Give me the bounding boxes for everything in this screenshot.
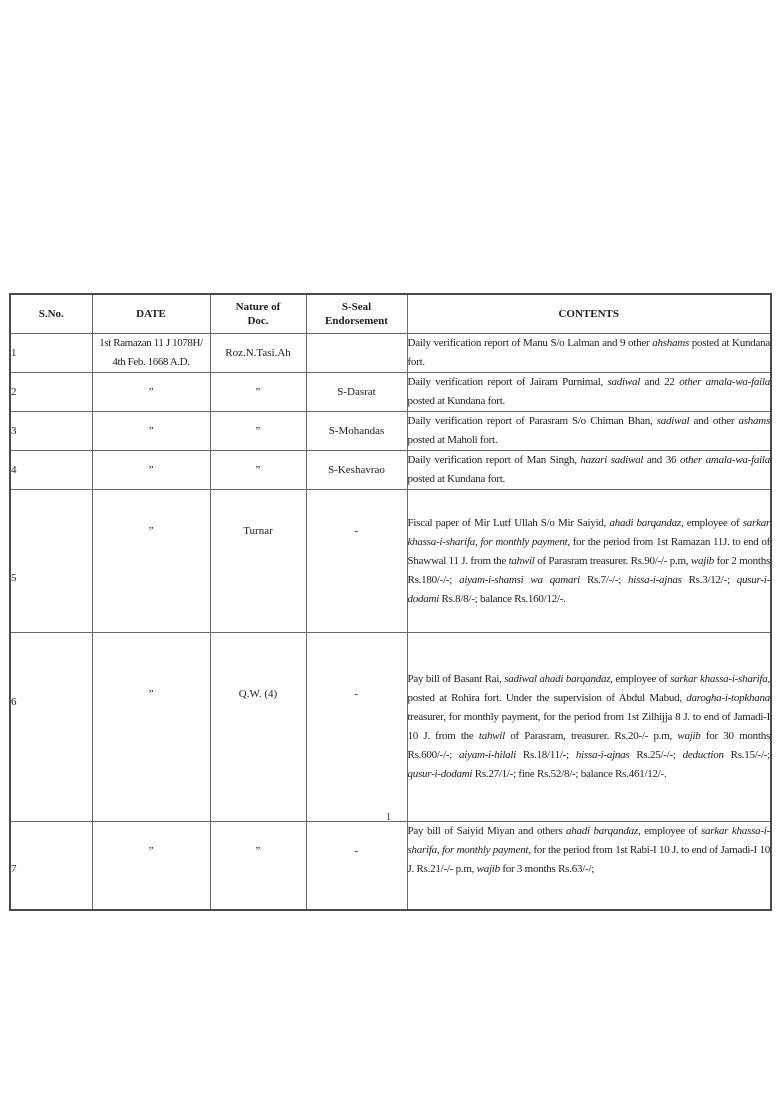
italic-term: ashams <box>738 415 771 427</box>
cell-sno: 3 <box>10 412 92 451</box>
header-seal-line1: S-Seal <box>341 301 372 313</box>
italic-term: qusur-i-dodami <box>407 573 770 605</box>
text-segment: for 3 months Rs.63/-/; <box>499 863 595 875</box>
cell-contents <box>407 451 771 490</box>
cell-date <box>92 633 210 822</box>
text-segment: Daily verification report of Man Singh, <box>407 454 581 466</box>
date-line1: ” <box>148 688 154 700</box>
text-segment: , for the period from 1st Ramazan 11J. to end of Shawwal 11 J. from the <box>407 535 771 567</box>
text-segment: of Parasram, treasurer. Rs.20-/- p.m, <box>504 730 678 742</box>
cell-seal <box>306 334 407 373</box>
text-segment: Rs.7/-/-; <box>579 573 629 586</box>
italic-term: ahshams <box>652 337 689 349</box>
italic-term: ahadi barqandaz <box>609 516 681 529</box>
text-segment: and 22 <box>640 376 680 388</box>
header-nature-line2: Doc. <box>247 315 269 327</box>
header-seal-line2: Endorsement <box>325 315 388 327</box>
cell-contents <box>407 822 771 911</box>
text-segment: posted at Kundana fort. <box>407 337 770 368</box>
cell-date <box>92 451 210 490</box>
italic-term: other amala-wa-faila <box>679 376 770 388</box>
table-row <box>10 633 771 822</box>
date-line1: ” <box>148 385 154 398</box>
italic-term: wajib <box>476 863 500 875</box>
text-segment: Pay bill of Saiyid Miyan and others <box>407 825 567 837</box>
cell-sno: 7 <box>10 822 92 911</box>
table-header-row <box>10 294 771 334</box>
italic-term: hazari sadiwal <box>580 454 644 466</box>
text-segment: Daily verification report of Jairam Purnimal, <box>407 376 608 388</box>
cell-sno: 4 <box>10 451 92 490</box>
italic-term: sarkar khassa-i-sharifa, for monthly payment <box>407 516 770 548</box>
text-segment: of Parasram treasurer. Rs.90/-/- p.m, <box>534 554 691 567</box>
text-segment: posted at Maholi fort. <box>407 434 498 446</box>
cell-contents <box>407 633 771 822</box>
text-segment: , employee of <box>637 825 701 837</box>
header-seal <box>306 294 407 334</box>
italic-term: ahadi barqandaz <box>566 825 638 837</box>
text-segment: posted at Kundana fort. <box>407 473 505 485</box>
text-segment: treasurer, for monthly payment, for the period from 1st Zilhijja 8 J. to end of Jamadi-I 10 J. from the <box>407 711 770 742</box>
italic-term: sadiwal <box>656 415 690 427</box>
cell-nature: Q.W. (4) <box>210 633 306 822</box>
italic-term: tahwil <box>508 554 535 567</box>
date-line1: ” <box>148 525 154 537</box>
italic-term: aiyam-i-hilali <box>459 749 517 761</box>
text-segment: Fiscal paper of Mir Lutf Ullah S/o Mir Saiyid, <box>407 516 610 529</box>
cell-nature: Roz.N.Tasi.Ah <box>210 334 306 373</box>
cell-seal: - <box>306 822 407 911</box>
text-segment: Daily verification report of Parasram S/o Chiman Bhan, <box>407 415 657 427</box>
cell-contents <box>407 334 771 373</box>
cell-seal: - <box>306 490 407 633</box>
cell-contents <box>407 412 771 451</box>
italic-term: other amala-wa-faila <box>679 454 770 466</box>
cell-date <box>92 412 210 451</box>
date-line1: ” <box>148 424 154 437</box>
table-row <box>10 490 771 633</box>
cell-nature: ” <box>210 451 306 490</box>
header-contents: CONTENTS <box>407 294 771 334</box>
header-date: DATE <box>92 294 210 334</box>
italic-term: sarkar khassa-i-sharifa, for monthly payment <box>407 825 770 856</box>
table-row <box>10 373 771 412</box>
italic-term: deduction <box>682 749 724 761</box>
cell-sno: 6 <box>10 633 92 822</box>
cell-seal: S-Keshavrao <box>306 451 407 490</box>
header-nature <box>210 294 306 334</box>
cell-contents <box>407 373 771 412</box>
text-segment: Rs.15/-/-; <box>723 749 770 761</box>
italic-term: aiyam-i-shamsi wa qamari <box>459 573 580 586</box>
text-segment: Rs.8/8/-; balance Rs.160/12/-. <box>439 592 566 605</box>
date-line1: 1st Ramazan 11 J 1078H/ <box>99 337 203 349</box>
cell-nature: ” <box>210 822 306 911</box>
table-row <box>10 334 771 373</box>
table-row <box>10 451 771 490</box>
date-line1: ” <box>148 463 154 476</box>
italic-term: darogha-i-topkhana <box>686 692 770 704</box>
table-row <box>10 822 771 911</box>
cell-seal: S-Mohandas <box>306 412 407 451</box>
italic-term: sadiwal <box>607 376 641 388</box>
page-number: 1 <box>386 812 391 823</box>
italic-term: wajib <box>677 730 701 742</box>
italic-term: sadiwal ahadi barqandaz <box>504 673 611 685</box>
italic-term: sarkar khassa-i-sharifa <box>670 673 768 685</box>
text-segment: and 36 <box>643 454 680 466</box>
cell-date <box>92 490 210 633</box>
italic-term: qusur-i-dodami <box>407 768 473 780</box>
text-segment: Pay bill of Basant Rai, <box>407 673 505 685</box>
text-segment: Rs.18/11/-; <box>516 749 576 761</box>
text-segment: Daily verification report of Manu S/o Lalman and 9 other <box>407 337 653 349</box>
italic-term: wajib <box>690 554 715 567</box>
date-line2: 4th Feb. 1668 A.D. <box>112 356 190 368</box>
cell-nature: ” <box>210 373 306 412</box>
text-segment: for 2 months Rs.180/-/-; <box>407 554 770 586</box>
cell-sno: 2 <box>10 373 92 412</box>
text-segment: Rs.3/12/-; <box>681 573 737 586</box>
cell-contents <box>407 490 771 633</box>
text-segment: and other <box>689 415 739 427</box>
table-row <box>10 412 771 451</box>
cell-date <box>92 373 210 412</box>
text-segment: , posted at Rohira fort. Under the supervision of Abdul Mabud, <box>407 673 770 704</box>
text-segment: Rs.25/-/-; <box>629 749 683 761</box>
cell-sno: 5 <box>10 490 92 633</box>
text-segment: , employee of <box>610 673 671 685</box>
cell-date <box>92 334 210 373</box>
italic-term: hissa-i-ajnas <box>628 573 682 586</box>
header-sno: S.No. <box>10 294 92 334</box>
text-segment: posted at Kundana fort. <box>407 395 505 407</box>
text-segment: , for the period from 1st Rabi-I 10 J. to end of Jamadi-I 10 J. Rs.21/-/- p.m, <box>407 844 770 875</box>
cell-nature: Turnar <box>210 490 306 633</box>
header-nature-line1: Nature of <box>235 301 281 313</box>
text-segment: for 30 months Rs.600/-/-; <box>407 730 770 761</box>
text-segment: , employee of <box>680 516 743 529</box>
cell-seal: - <box>306 633 407 822</box>
italic-term: hissa-i-ajnas <box>575 749 630 761</box>
date-line1: ” <box>148 845 154 857</box>
cell-sno: 1 <box>10 334 92 373</box>
text-segment: Rs.27/1/-; fine Rs.52/8/-; balance Rs.461/12/-. <box>472 768 667 780</box>
cell-seal: S-Dasrat <box>306 373 407 412</box>
cell-nature: ” <box>210 412 306 451</box>
cell-date <box>92 822 210 911</box>
italic-term: tahwil <box>478 730 505 742</box>
